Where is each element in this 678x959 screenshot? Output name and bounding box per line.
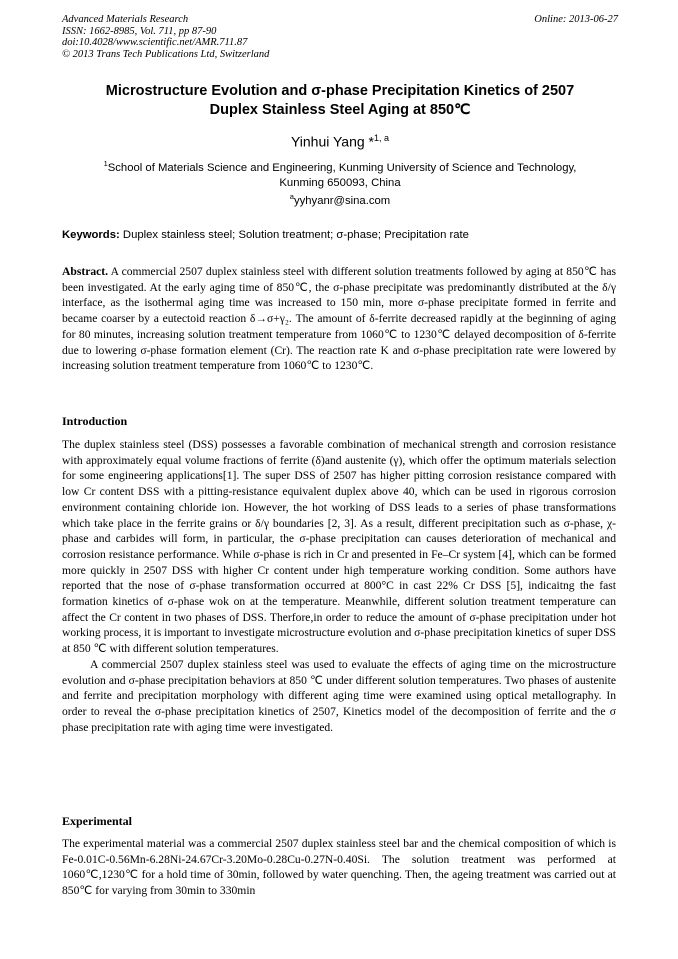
author [62,133,618,150]
journal-name: Advanced Materials Research [62,14,189,25]
keywords [62,229,618,241]
introduction-paragraph-2: A commercial 2507 duplex stainless steel was used to evaluate the effects of aging time on the microstructure evolution and σ-phase precipitation behaviors at 850 ℃ under different solution temperatures. Two phases of austenite and ferrite and precipitation morphology with different aging time were examined using optical metallography. In order to reveal the σ-phase precipitation kinetics of 2507, Kinetics model of the decomposition of ferrite and the σ phase precipitation rate with aging time were investigated. [62,657,616,734]
keywords-label: Keywords: [62,229,120,241]
introduction-heading: Introduction [62,414,128,428]
affiliation [62,156,618,192]
affiliation-line-2: Kunming 650093, China [279,177,401,190]
email-superscript: a [289,192,294,201]
experimental-paragraph-1: The experimental material was a commercial 2507 duplex stainless steel bar and the chemical composition of which is Fe-0.01C-0.56Mn-6.28Ni-24.67Cr-3.20Mo-0.28Cu-0.27N-0.40Si. The solution treatment was performed at 1060℃,1230℃ for a hold time of 30min, followed by water quenching. Then, the ageing treatment was carried out at 850℃ for varying from 30min to 330min [62,837,616,898]
abstract-text: A commercial 2507 duplex stainless steel with different solution treatments followed by aging at 850℃ has been investigated. At the early aging time of 850℃, the σ-phase precipitate was predominantly distributed at the δ/γ interface, as the isothermal aging time was increased to 150 min, more σ-phase precipitate formed in ferrite and became coarser by a eutectoid reaction δ→σ+γ₂. The amount of δ-ferrite decreased rapidly at the beginning of aging for 80 minutes, increasing solution treatment temperature from 1060℃ to 1230℃ delayed decomposition of δ-ferrite due to lowering σ-phase formation element (Cr). The reaction rate K and σ-phase precipitation rate were lowered by increasing solution treatment temperature from 1060℃ to 1230℃. [62,265,616,373]
issn: ISSN: 1662-8985, Vol. 711, pp 87-90 [62,25,217,37]
introduction-paragraph-1: The duplex stainless steel (DSS) possesses a favorable combination of mechanical strength and corrosion resistance with approximately equal volume fractions of ferrite (δ)and austenite (γ), which offer the optimum materials selection for some engineering applications[1]. The super DSS of 2507 has higher pitting corrosion resistance compared with low Cr content DSS with a pitting-resistance equivalent duplex above 40, which can be used in rigorous corrosion environment containing chloride ion. However, the hot working of DSS leads to a series of phase transformations which take place in the ferrite grains or δ/γ boundaries [2, 3]. As a result, different precipitation such as σ-phase, χ-phase and carbides will form, in particular, the σ-phase precipitation can causes deterioration of mechanical and corrosion resistance performance. While σ-phase is rich in Cr and presented in Fe–Cr system [4], which can be formed more quickly in 2507 DSS with higher Cr content under high temperature working condition. Some authors have reported that the nose of σ-phase transformation occurred at 800°C in cast 22% Cr DSS [5], indicaitng the fast formation kinetics of σ-phase wok on at the temperature. Meanwhile, different solution treatment temperature can affect the Cr content in two phases of DSS. Therfore,in order to reduce the amount of σ-phase precipitation under hot working process, it is important to investigate microstructure evolution and σ-phase precipitation kinetics of super DSS at 850 ℃ with different solution temperatures. [62,438,616,656]
abstract-label: Abstract. [62,265,109,278]
abstract [62,264,616,374]
affiliation-line-1: School of Materials Science and Engineering, Kunming University of Science and Technology, [107,161,577,174]
title-line-2: Duplex Stainless Steel Aging at 850℃ [209,102,471,118]
email-address: yyhyanr@sina.com [293,194,391,207]
experimental-heading: Experimental [62,814,132,828]
introduction-section [62,437,616,735]
experimental-section [62,836,616,899]
journal-header [62,14,618,60]
author-name: Yinhui Yang * [290,133,374,150]
author-email [62,192,618,207]
online-date: Online: 2013-06-27 [534,14,618,25]
doi: doi:10.4028/www.scientific.net/AMR.711.87 [62,37,248,49]
copyright: © 2013 Trans Tech Publications Ltd, Switzerland [62,48,270,60]
paper-title [62,82,618,120]
affiliation-superscript: 1 [103,159,108,168]
title-line-1: Microstructure Evolution and σ-phase Precipitation Kinetics of 2507 [105,83,575,99]
author-superscript: 1, a [374,133,390,143]
keywords-text: Duplex stainless steel; Solution treatment; σ-phase; Precipitation rate [119,229,469,241]
